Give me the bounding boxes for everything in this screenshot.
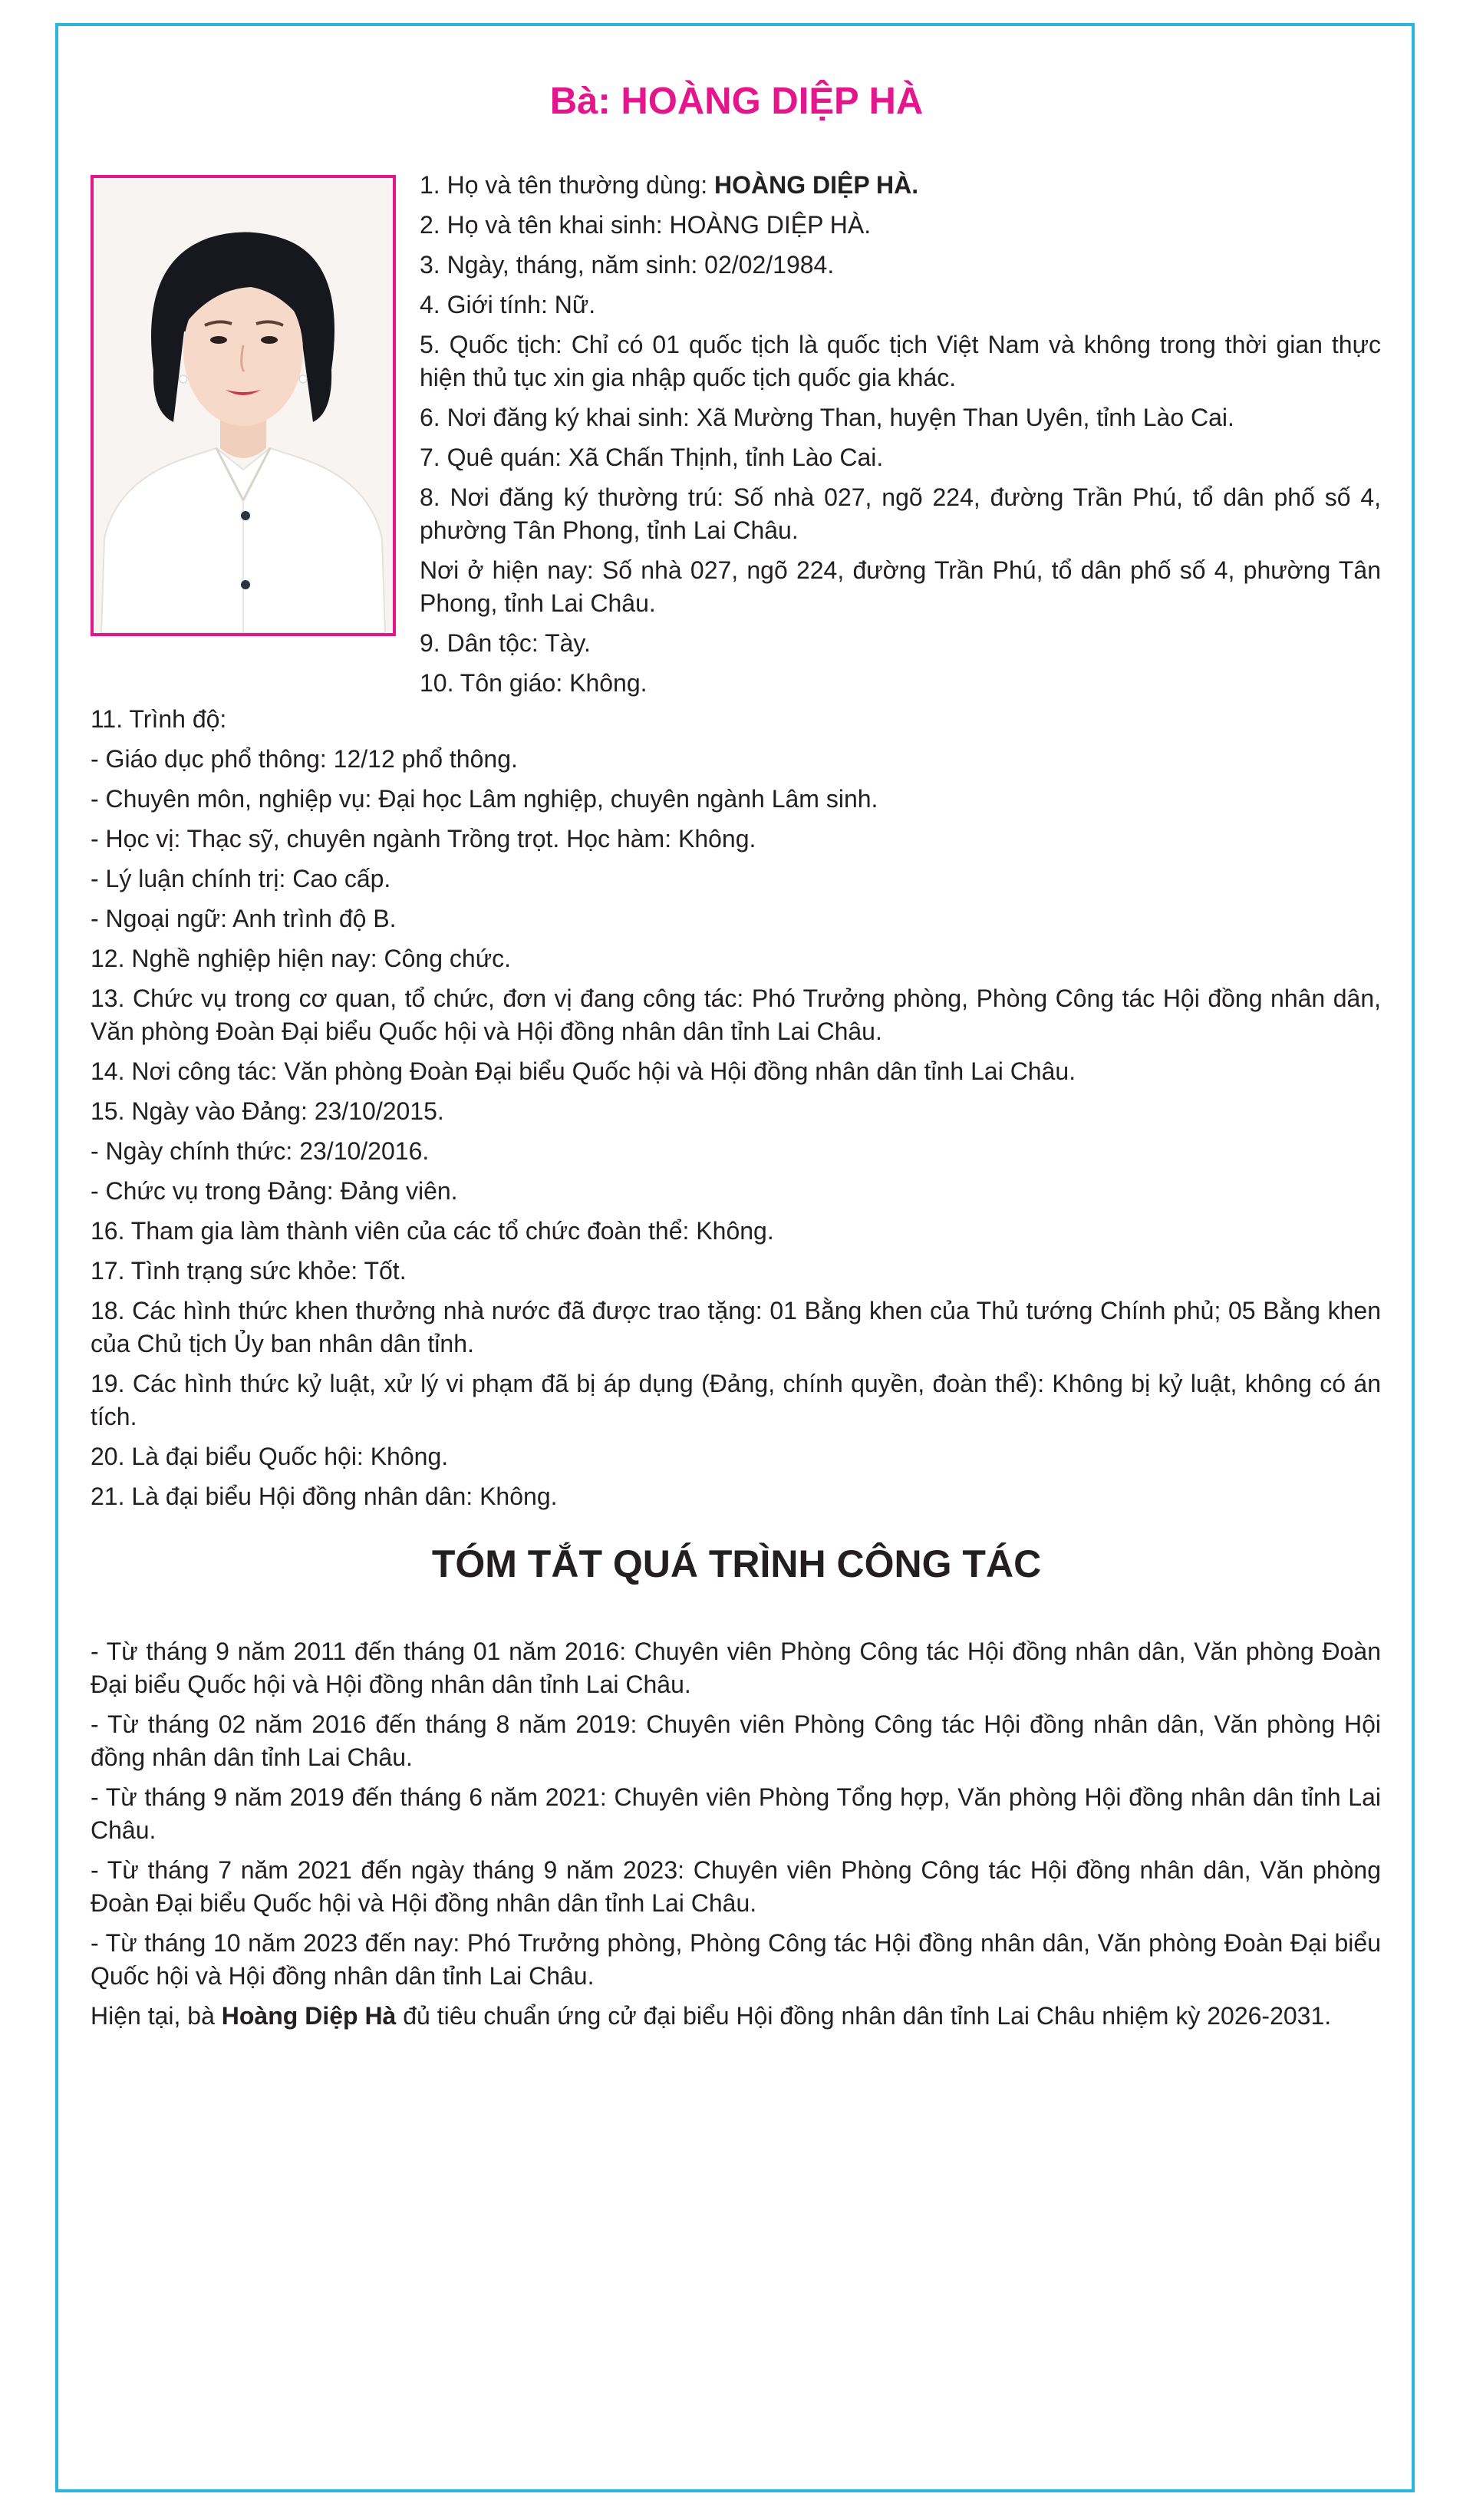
career-item: - Từ tháng 9 năm 2019 đến tháng 6 năm 2021: Chuyên viên Phòng Tổng hợp, Văn phòng Hội đồng nhân dân tỉnh Lai Châu. xyxy=(91,1783,1381,1844)
detail-item: 14. Nơi công tác: Văn phòng Đoàn Đại biểu Quốc hội và Hội đồng nhân dân tỉnh Lai Châu. xyxy=(91,1057,1076,1085)
detail-item: - Lý luận chính trị: Cao cấp. xyxy=(91,865,391,892)
career-item: - Từ tháng 10 năm 2023 đến nay: Phó Trưởng phòng, Phòng Công tác Hội đồng nhân dân, Văn phòng Đoàn Đại biểu Quốc hội và Hội đồng nhân dân tỉnh Lai Châu. xyxy=(91,1929,1381,1990)
personal-item-9: 9. Dân tộc: Tày. xyxy=(420,629,591,657)
detail-item: 12. Nghề nghiệp hiện nay: Công chức. xyxy=(91,945,512,972)
conclusion-suffix: đủ tiêu chuẩn ứng cử đại biểu Hội đồng nhân dân tỉnh Lai Châu nhiệm kỳ 2026-2031. xyxy=(396,2002,1332,2030)
detail-item: - Ngày chính thức: 23/10/2016. xyxy=(91,1137,430,1165)
career-item: - Từ tháng 9 năm 2011 đến tháng 01 năm 2016: Chuyên viên Phòng Công tác Hội đồng nhân dân, Văn phòng Đoàn Đại biểu Quốc hội và Hội đồng nhân dân tỉnh Lai Châu. xyxy=(91,1638,1381,1698)
personal-item-5: 5. Quốc tịch: Chỉ có 01 quốc tịch là quốc tịch Việt Nam và không trong thời gian thực hiện thủ tục xin gia nhập quốc tịch quốc gia khác. xyxy=(420,331,1381,391)
detail-item: 17. Tình trạng sức khỏe: Tốt. xyxy=(91,1257,407,1285)
career-item: - Từ tháng 02 năm 2016 đến tháng 8 năm 2019: Chuyên viên Phòng Công tác Hội đồng nhân dân, Văn phòng Hội đồng nhân dân tỉnh Lai Châu. xyxy=(91,1710,1381,1771)
detail-item: 18. Các hình thức khen thưởng nhà nước đã được trao tặng: 01 Bằng khen của Thủ tướng Chính phủ; 05 Bằng khen của Chủ tịch Ủy ban nhân dân tỉnh. xyxy=(91,1297,1381,1357)
personal-item-8: 8. Nơi đăng ký thường trú: Số nhà 027, ngõ 224, đường Trần Phú, tổ dân phố số 4, phường Tân Phong, tỉnh Lai Châu. xyxy=(420,483,1381,544)
personal-item-8b: Nơi ở hiện nay: Số nhà 027, ngõ 224, đường Trần Phú, tổ dân phố số 4, phường Tân Phong, tỉnh Lai Châu. xyxy=(420,556,1381,617)
detail-item: - Chức vụ trong Đảng: Đảng viên. xyxy=(91,1177,458,1205)
detail-item: 21. Là đại biểu Hội đồng nhân dân: Không. xyxy=(91,1483,558,1510)
detail-item: - Học vị: Thạc sỹ, chuyên ngành Trồng trọt. Học hàm: Không. xyxy=(91,825,756,853)
personal-item-1 xyxy=(420,169,1381,202)
personal-item-10: 10. Tôn giáo: Không. xyxy=(420,669,648,697)
career-list xyxy=(91,1635,1381,2040)
personal-item-6: 6. Nơi đăng ký khai sinh: Xã Mường Than, huyện Than Uyên, tỉnh Lào Cai. xyxy=(420,404,1234,431)
personal-info-list xyxy=(420,169,1381,707)
conclusion-prefix: Hiện tại, bà xyxy=(91,2002,222,2030)
personal-item-7: 7. Quê quán: Xã Chấn Thịnh, tỉnh Lào Cai. xyxy=(420,444,884,471)
detail-item: - Chuyên môn, nghiệp vụ: Đại học Lâm nghiệp, chuyên ngành Lâm sinh. xyxy=(91,785,878,813)
detail-item: 20. Là đại biểu Quốc hội: Không. xyxy=(91,1443,449,1470)
personal-item-3: 3. Ngày, tháng, năm sinh: 02/02/1984. xyxy=(420,251,835,279)
detail-item: - Giáo dục phổ thông: 12/12 phổ thông. xyxy=(91,745,518,773)
personal-item-4: 4. Giới tính: Nữ. xyxy=(420,291,596,318)
personal-item-1-label: 1. Họ và tên thường dùng: xyxy=(420,171,714,199)
detail-item: 11. Trình độ: xyxy=(91,705,227,733)
career-item: - Từ tháng 7 năm 2021 đến ngày tháng 9 năm 2023: Chuyên viên Phòng Công tác Hội đồng nhân dân, Văn phòng Đoàn Đại biểu Quốc hội và Hội đồng nhân dân tỉnh Lai Châu. xyxy=(91,1856,1381,1917)
conclusion-paragraph xyxy=(91,2000,1381,2033)
details-list xyxy=(91,703,1381,1520)
personal-item-2: 2. Họ và tên khai sinh: HOÀNG DIỆP HÀ. xyxy=(420,211,872,239)
detail-item: 13. Chức vụ trong cơ quan, tổ chức, đơn vị đang công tác: Phó Trưởng phòng, Phòng Công tác Hội đồng nhân dân, Văn phòng Đoàn Đại biểu Quốc hội và Hội đồng nhân dân tỉnh Lai Châu. xyxy=(91,985,1381,1045)
conclusion-name: Hoàng Diệp Hà xyxy=(221,2002,397,2030)
detail-item: 19. Các hình thức kỷ luật, xử lý vi phạm đã bị áp dụng (Đảng, chính quyền, đoàn thể): Không bị kỷ luật, không có án tích. xyxy=(91,1370,1381,1430)
portrait-photo xyxy=(91,175,396,636)
page-title: Bà: HOÀNG DIỆP HÀ xyxy=(549,81,924,122)
career-heading: TÓM TẮT QUÁ TRÌNH CÔNG TÁC xyxy=(431,1542,1042,1585)
detail-item: 15. Ngày vào Đảng: 23/10/2015. xyxy=(91,1097,444,1125)
personal-item-1-name: HOÀNG DIỆP HÀ. xyxy=(713,171,919,199)
detail-item: 16. Tham gia làm thành viên của các tổ chức đoàn thể: Không. xyxy=(91,1217,774,1245)
detail-item: - Ngoại ngữ: Anh trình độ B. xyxy=(91,905,397,932)
